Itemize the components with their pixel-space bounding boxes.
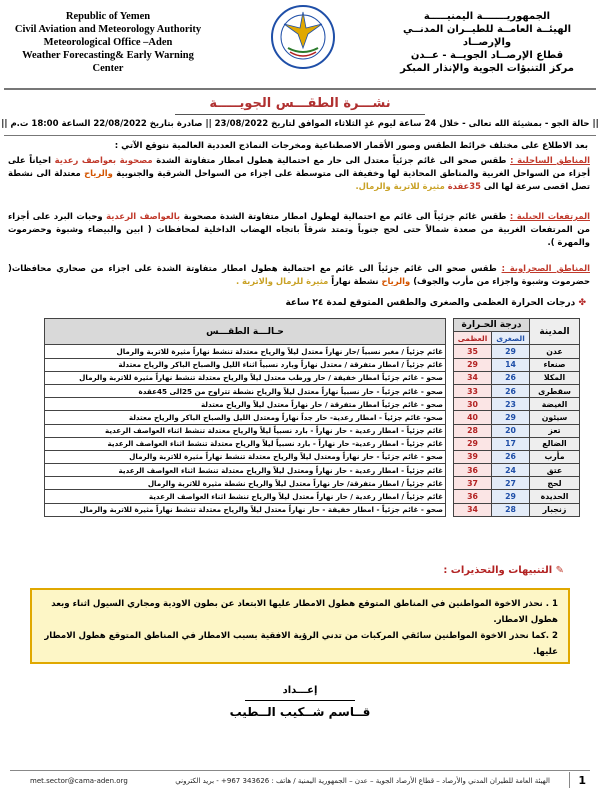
col-header-min: الصغرى [492, 332, 530, 345]
min-temp-cell: 24 [492, 464, 530, 477]
min-temp-cell: 26 [492, 450, 530, 463]
header-ar-line: الهيئــة العامــة للطيــران المدنــي والإرصــاد [402, 24, 572, 48]
desert-paragraph [8, 262, 590, 288]
mountain-paragraph [8, 210, 590, 249]
column-gap [446, 384, 454, 397]
column-gap [446, 345, 454, 358]
coastal-text: احياناً على أجزاء من السواحل الغربية والمناطق المحاذية لها وخفيفة الى متوسطة على اجزاء من السواحل الشرقية والجنوبية [8, 155, 590, 178]
warnings-heading [443, 565, 564, 576]
table-row [45, 464, 580, 477]
weather-cell: صحو - غائم جزئياً امطار خفيفة / حار ورطب معتدل ليلاً والرياح معتدلة تنشط نهاراً مثيرة للاتربة والرمال [45, 371, 446, 384]
coastal-highlight: مثيرة للاتربة والرمال. [355, 181, 445, 191]
min-temp-cell: 27 [492, 477, 530, 490]
table-row [45, 503, 580, 516]
warnings-title: التنبيهات والتحذيرات : [443, 565, 553, 576]
column-gap [446, 398, 454, 411]
table-row [45, 371, 580, 384]
desert-heading: المناطق الصحراوية : [501, 263, 590, 273]
intro-text: بعد الاطلاع على مختلف خرائط الطقس وصور الأقمار الاصطناعية ومخرجات النماذج العددية العالمية نتوقع الآتي : [114, 141, 588, 151]
city-cell: المكلا [530, 371, 580, 384]
weather-cell: صحو - غائم جزئياً امطار متفرقة / حار نهاراً معتدل ليلاً والرياح معتدلة [45, 398, 446, 411]
min-temp-cell: 29 [492, 490, 530, 503]
column-gap [446, 437, 454, 450]
table-row [45, 358, 580, 371]
max-temp-cell: 34 [454, 371, 492, 384]
min-temp-cell: 29 [492, 411, 530, 424]
max-temp-cell: 39 [454, 450, 492, 463]
coastal-heading: المناطق الساحلية : [510, 155, 590, 165]
warning-item: 2 .كما نحذر الاخوة المواطنين سائقي المركبات من تدني الرؤية الافقية بسبب الامطار في المناطق المتوقع هطول الامطار عليها. [44, 631, 558, 657]
max-temp-cell: 37 [454, 477, 492, 490]
bulletin-title: نشـــرة الطقـــس الجويـــــة [209, 96, 391, 111]
header-en-line: Meteorological Office –Aden [43, 37, 173, 48]
header-ar-line: مركز التنبؤات الجوية والإنذار المبكر [400, 63, 574, 74]
max-temp-cell: 36 [454, 464, 492, 477]
prepared-by-label: إعـــداد [282, 685, 318, 696]
pen-icon: ✎ [555, 565, 564, 576]
page-number: 1 [578, 774, 586, 787]
mountain-text: طقس غائم جزئياً الى غائم مع احتمالية لهطول امطار متفاوتة الشدة مصحوبة [183, 211, 507, 221]
footer-divider [10, 770, 590, 771]
max-temp-cell: 29 [454, 437, 492, 450]
min-temp-cell: 29 [492, 345, 530, 358]
coastal-highlight: والرياح [84, 168, 113, 178]
col-header-temp: درجة الحـرارة [454, 319, 530, 332]
coastal-paragraph [8, 154, 590, 193]
table-row [45, 477, 580, 490]
max-temp-cell: 40 [454, 411, 492, 424]
column-gap [446, 424, 454, 437]
author-name: قــاسم شــكيب الــطيب [229, 705, 371, 719]
min-temp-cell: 23 [492, 398, 530, 411]
desert-text: طقس صحو الى غائم جزئياً الى غائم مع احتمالية هطول امطار متفاوتة الشدة على اجزاء من صحاري محافظات( حضرموت وشبوة واجزاء من مأرب والجوف) [8, 263, 590, 286]
column-gap [446, 319, 454, 345]
max-temp-cell: 29 [454, 358, 492, 371]
weather-cell: صحو - غائم جزئياً - حار نهاراً ومعتدل ليلاً والرياح معتدلة تنشط نهاراً مثيرة للاتربة والرمال [45, 450, 446, 463]
mountain-highlight: بالعواصف الرعدية [106, 211, 181, 221]
header-english [8, 10, 208, 75]
coastal-text: طقس صحو الى غائم جزئياً معتدل الى حار مع احتمالية هطول امطار متفاوتة الشدة [156, 155, 507, 165]
footer-email[interactable]: met.sector@cama-aden.org [30, 777, 128, 785]
column-gap [446, 371, 454, 384]
weather-cell: غائم جزئياً / امطار رعدية / حار نهاراً معتدل ليلاً والرياح تنشط اثناء العواصف الرعدية [45, 490, 446, 503]
city-cell: عتق [530, 464, 580, 477]
weather-cell: غائم جزئياً / امطار متفرقة / معتدل نهاراً وبارد نسبياً اثناء الليل والصباح الباكر والرياح معتدلة [45, 358, 446, 371]
desert-highlight: والرياح [381, 276, 411, 286]
max-temp-cell: 33 [454, 384, 492, 397]
city-cell: تعز [530, 424, 580, 437]
min-temp-cell: 28 [492, 503, 530, 516]
column-gap [446, 358, 454, 371]
table-row [45, 398, 580, 411]
table-row [45, 345, 580, 358]
table-row [45, 384, 580, 397]
coastal-text: معتدلة الى نشطة تصل اقصى سرعة لها الى [8, 168, 590, 191]
header-en-line: Weather Forecasting& Early Warning Center [22, 50, 194, 74]
header-arabic [382, 10, 592, 75]
page-number-divider [569, 772, 570, 788]
coastal-highlight: مصحوبة بعواصف رعدية [54, 155, 153, 165]
min-temp-cell: 17 [492, 437, 530, 450]
mountain-heading: المرتفعات الجبلية : [509, 211, 590, 221]
city-cell: لحج [530, 477, 580, 490]
city-cell: عدن [530, 345, 580, 358]
max-temp-cell: 30 [454, 398, 492, 411]
desert-highlight: مثيرة للرمال والاتربة . [235, 276, 329, 286]
column-gap [446, 477, 454, 490]
mountain-text: وحبات البرد على أجزاء من المرتفعات الغربية من صعدة شمالاً حتى لحج جنوباً وتمتد شرقاً باتجاه الهضاب الداخلية لمحافظات ( ابين والبيضاء وشبوة وحضرموت والمهرة ). [8, 211, 590, 247]
title-underline [175, 114, 425, 115]
bulletin-subtitle: || حالة الجو - بمشيئة الله تعالى - خلال 24 ساعة ليوم غدٍ الثلاثاء الموافق لتاريخ 23/08/2022 || صادرة بتاريخ 22/08/2022 الساعة 18:00 ت.م || [1, 119, 599, 129]
column-gap [446, 450, 454, 463]
weather-cell: غائم جزئياً - امطار رعدية - حار نهاراً ومعتدل ليلاً والرياح معتدلة تنشط اثناء العواصف الرعدية [45, 464, 446, 477]
min-temp-cell: 14 [492, 358, 530, 371]
max-temp-cell: 28 [454, 424, 492, 437]
min-temp-cell: 26 [492, 384, 530, 397]
max-temp-cell: 36 [454, 490, 492, 503]
column-gap [446, 411, 454, 424]
weather-cell: غائم جزئياً - امطار رعدية - حار نهاراً - بارد نسبياً ليلاً والرياح معتدلة تنشط اثناء العواصف الرعدية [45, 424, 446, 437]
temp-section-heading [285, 298, 586, 308]
footer-text: الهيئة العامة للطيران المدني والأرصاد – قطاع الأرصاد الجوية – عدن – الجمهورية اليمنية / هاتف : 343626 967+ - بريد الكتروني [175, 777, 550, 785]
city-cell: الغيضة [530, 398, 580, 411]
bullet-icon: ✤ [578, 298, 586, 308]
header-en-line: Republic of Yemen [65, 11, 151, 22]
col-header-max: العظمى [454, 332, 492, 345]
max-temp-cell: 34 [454, 503, 492, 516]
weather-cell: غائم جزئياً / امطار متفرقة/ حار نهاراً معتدل ليلاً والرياح نشطة مثيرة للاتربة والرمال [45, 477, 446, 490]
authority-logo [270, 4, 336, 70]
table-row [45, 450, 580, 463]
weather-cell: صحو - غائم جزئياً - امطار خفيفة - حار نهاراً معتدل ليلاً والرياح معتدلة تنشط نهاراً مثيرة للاتربة والرمال [45, 503, 446, 516]
city-cell: مأرب [530, 450, 580, 463]
table-row [45, 424, 580, 437]
header-en-line: Civil Aviation and Meteorology Authority [14, 24, 202, 35]
max-temp-cell: 35 [454, 345, 492, 358]
city-cell: الضالع [530, 437, 580, 450]
coastal-highlight: 35عقدة [447, 181, 481, 191]
column-gap [446, 503, 454, 516]
subtitle-divider [4, 135, 596, 136]
col-header-city: المدينة [530, 319, 580, 345]
min-temp-cell: 26 [492, 371, 530, 384]
table-row [45, 437, 580, 450]
city-cell: سقطرى [530, 384, 580, 397]
forecast-table [44, 318, 580, 517]
city-cell: الحديدة [530, 490, 580, 503]
weather-cell: صحو- غائم جزئياً - امطار رعدية- حار جداً نهاراً ومعتدل الليل والصباح الباكر والرياح معتدلة [45, 411, 446, 424]
header-divider [4, 88, 596, 90]
weather-cell: غائم جزئياً - امطار رعدية- حار نهاراً - بارد نسبياً ليلاً والرياح معتدلة تنشط اثناء العواصف الرعدية [45, 437, 446, 450]
column-gap [446, 490, 454, 503]
column-gap [446, 464, 454, 477]
weather-cell: غائم جزئياً / مغبر نسبياً /حار نهاراً معتدل ليلاً والرياح معتدلة تنشط نهاراً مثيرة للاتربة والرمال [45, 345, 446, 358]
weather-cell: صحو - غائم جزئياً - حار نسبياً نهاراً معتدل ليلاً والرياح نشطة تتراوح من 25الى 45عقدة [45, 384, 446, 397]
city-cell: سيئون [530, 411, 580, 424]
warning-item: 1 . نحذر الاخوة المواطنين في المناطق المتوقع هطول الامطار عليها الابتعاد عن بطون الاودية ومجاري السيول اثناء وبعد هطول الامطار. [51, 599, 558, 625]
col-header-weather: حـالـــة الطقـــس [45, 319, 446, 345]
header-ar-line: قطاع الإرصــاد الجويــة - عــدن [410, 50, 564, 61]
prepared-by-underline [245, 700, 355, 701]
header-ar-line: الجمهوريـــــــة اليمنيـــــة [423, 11, 551, 22]
city-cell: صنعاء [530, 358, 580, 371]
min-temp-cell: 20 [492, 424, 530, 437]
city-cell: زنجبار [530, 503, 580, 516]
table-row [45, 411, 580, 424]
table-row [45, 490, 580, 503]
warnings-box [30, 588, 570, 664]
desert-text: نشطة نهاراً [331, 276, 379, 286]
temp-section-title: درجات الحرارة العظمى والصغرى والطقس المتوقع لمدة ٢٤ ساعة [285, 298, 576, 308]
